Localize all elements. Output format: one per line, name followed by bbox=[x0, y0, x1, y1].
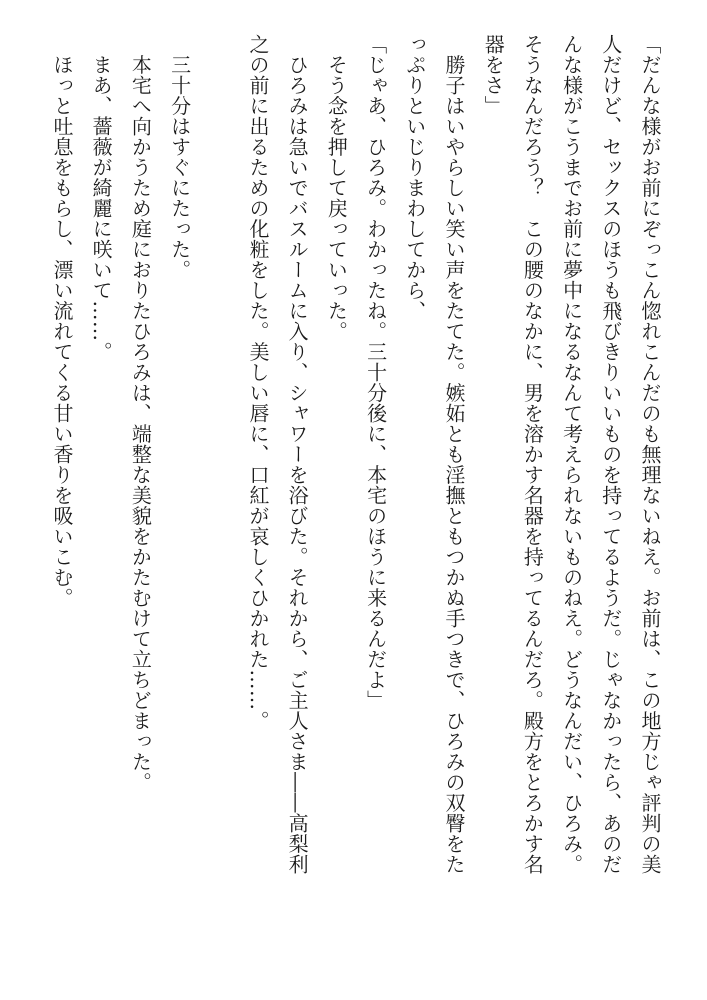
vertical-text-body bbox=[42, 34, 669, 974]
text-line: んな様がこうまでお前に夢中になるなんて考えられないものねえ。どうなんだい、ひろみ。 bbox=[559, 34, 584, 875]
section-break bbox=[199, 34, 238, 974]
text-line: 人だけど、セックスのほうも飛びきりいいものを持ってるようだ。じゃなかったら、あのだ bbox=[598, 34, 623, 875]
text-line: まあ、薔薇が綺麗に咲いて……。 bbox=[89, 34, 114, 362]
text-line: ほっと吐息をもらし、漂い流れてくる甘い香りを吸いこむ。 bbox=[49, 34, 74, 608]
text-line: 「だんな様がお前にぞっこん惚れこんだのも無理ないねえ。お前は、この地方じゃ評判の美 bbox=[638, 34, 662, 875]
text-line: そう念を押して戻っていった。 bbox=[324, 34, 349, 342]
text-line: 本宅へ向かうため庭におりたひろみは、端整な美貌をかたむけて立ちどまった。 bbox=[128, 34, 153, 793]
text-line: 器をさ」 bbox=[481, 34, 506, 116]
text-line: そうなんだろう？ この腰のなかに、男を溶かす名器を持ってるんだろ。殿方をとろかす名 bbox=[520, 34, 545, 875]
text-line: 之の前に出るための化粧をした。美しい唇に、口紅が哀しくひかれた……。 bbox=[245, 34, 270, 731]
text-line: 三十分はすぐにたった。 bbox=[167, 34, 192, 280]
text-line: っぷりといじりまわしてから、 bbox=[402, 34, 427, 321]
text-line: ひろみは急いでバスルームに入り、シャワーを浴びた。それから、ご主人さま――高梨利 bbox=[285, 34, 310, 875]
text-line: 勝子はいやらしい笑い声をたてた。嫉妬とも淫撫ともつかぬ手つきで、ひろみの双臀をた bbox=[441, 34, 466, 875]
text-line: 「じゃあ、ひろみ。わかったね。三十分後に、本宅のほうに来るんだよ」 bbox=[363, 34, 388, 711]
